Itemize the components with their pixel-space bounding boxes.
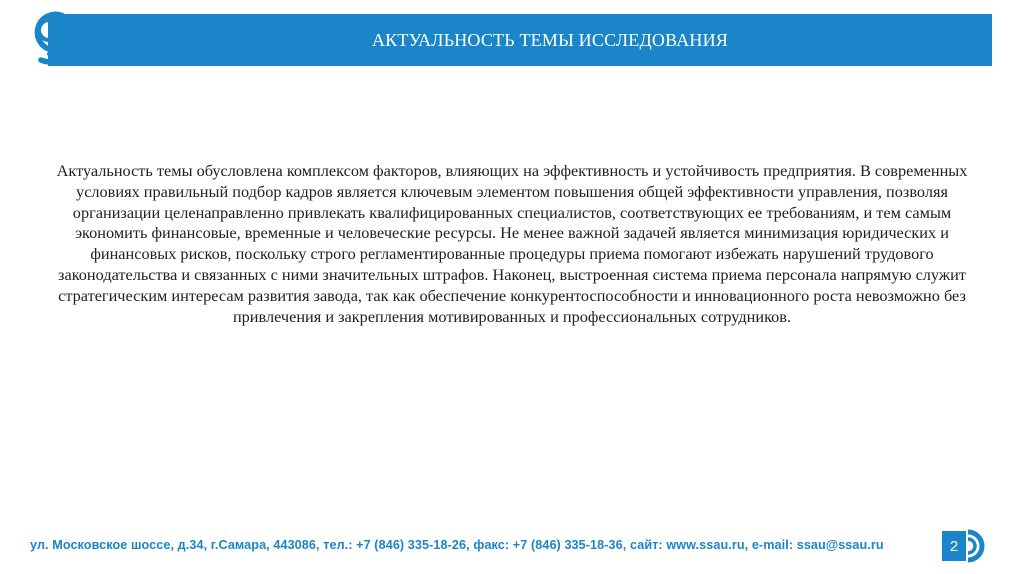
ssau-logo-icon [30,9,74,67]
header-bar [48,14,992,66]
page-title: АКТУАЛЬНОСТЬ ТЕМЫ ИССЛЕДОВАНИЯ [371,29,728,50]
body-paragraph: Актуальность темы обусловлена комплексом факторов, влияющих на эффективность и устойчивость предприятия. В современных условиях правильный подбор кадров является ключевым элементом повышения общей эффективности управления, позволяя организации целенаправленно привлекать квалифицированных специалистов, соответствующих ее требованиям, и тем самым экономить финансовые, временные и человеческие ресурсы. Не менее важной задачей является минимизация юридических и финансовых рисков, поскольку строго регламентированные процедуры приема помогают избежать нарушений трудового законодательства и связанных с ними значительных штрафов. Наконец, выстроенная система приема персонала напрямую служит стратегическим интересам развития завода, так как обеспечение конкурентоспособности и инновационного роста невозможно без привлечения и закрепления мотивированных и профессиональных сотрудников. [56,161,968,326]
footer-address: ул. Московское шоссе, д.34, г.Самара, 443086, тел.: +7 (846) 335-18-26, факс: +7 (846) 335-18-36, сайт: www.ssau.ru, e-mail: ssau@ssau.ru [30,538,884,552]
page-number: 2 [942,531,966,561]
bracket-d-icon [966,529,990,563]
